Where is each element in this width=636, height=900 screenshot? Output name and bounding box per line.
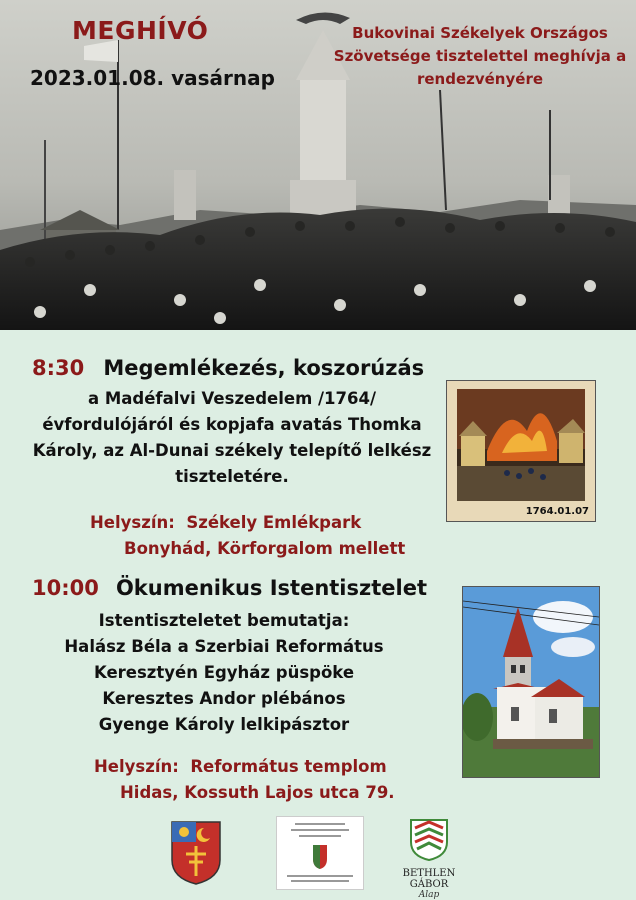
event2-line: Halász Béla a Szerbiai Református — [64, 637, 384, 656]
event2-location-line1: Helyszín: Református templom — [94, 757, 387, 776]
invitation-text — [330, 22, 630, 91]
event1-location-line1: Helyszín: Székely Emlékpark — [90, 513, 362, 532]
event2-description — [0, 608, 448, 738]
event-date: 2023.01.08. vasárnap — [30, 66, 275, 90]
event1-title: Megemlékezés, koszorúzás — [103, 356, 425, 380]
event2-line: Gyenge Károly lelkipásztor — [98, 715, 350, 734]
coat-of-arms-logo — [170, 820, 222, 886]
event2-line: Keresztyén Egyház püspöke — [93, 663, 355, 682]
invitation-line: Bukovinai Székelyek Országos — [352, 24, 608, 42]
event1-location-line2: Bonyhád, Körforgalom mellett — [124, 539, 406, 558]
bethlen-logo-text: BETHLEN GÁBOR — [402, 868, 456, 890]
event1-location-label: Helyszín: — [90, 513, 175, 532]
bethlen-logo-subtext: Alap — [418, 890, 440, 900]
page-title: MEGHÍVÓ — [72, 16, 209, 45]
event2-line: Keresztes Andor plébános — [102, 689, 346, 708]
event1-line: Károly, az Al-Dunai székely telepítő lelkész — [32, 441, 432, 460]
event1-line: a Madéfalvi Veszedelem /1764/ — [88, 389, 376, 408]
event1-line: tiszteletére. — [175, 467, 289, 486]
invitation-line: rendezvényére — [416, 70, 544, 88]
event1-description — [8, 386, 456, 490]
event2-location — [94, 754, 395, 806]
event2-title: Ökumenikus Istentisztelet — [115, 576, 427, 600]
event2-location-label: Helyszín: — [94, 757, 179, 776]
government-support-logo — [276, 816, 364, 890]
event1-time: 8:30 — [32, 356, 85, 380]
event1-heading — [32, 356, 424, 380]
bethlen-gabor-logo — [384, 816, 474, 900]
event2-heading — [32, 576, 427, 600]
church-photo — [462, 586, 600, 778]
event2-line: Istentiszteletet bemutatja: — [98, 611, 350, 630]
painting-image — [446, 380, 596, 522]
event1-location — [90, 510, 405, 562]
event2-location-line2: Hidas, Kossuth Lajos utca 79. — [120, 783, 395, 802]
invitation-line: Szövetsége tisztelettel meghívja a — [333, 47, 627, 65]
event1-line: évfordulójáról és kopjafa avatás Thomka — [42, 415, 422, 434]
event2-time: 10:00 — [32, 576, 99, 600]
painting-caption: 1764.01.07 — [525, 506, 589, 517]
